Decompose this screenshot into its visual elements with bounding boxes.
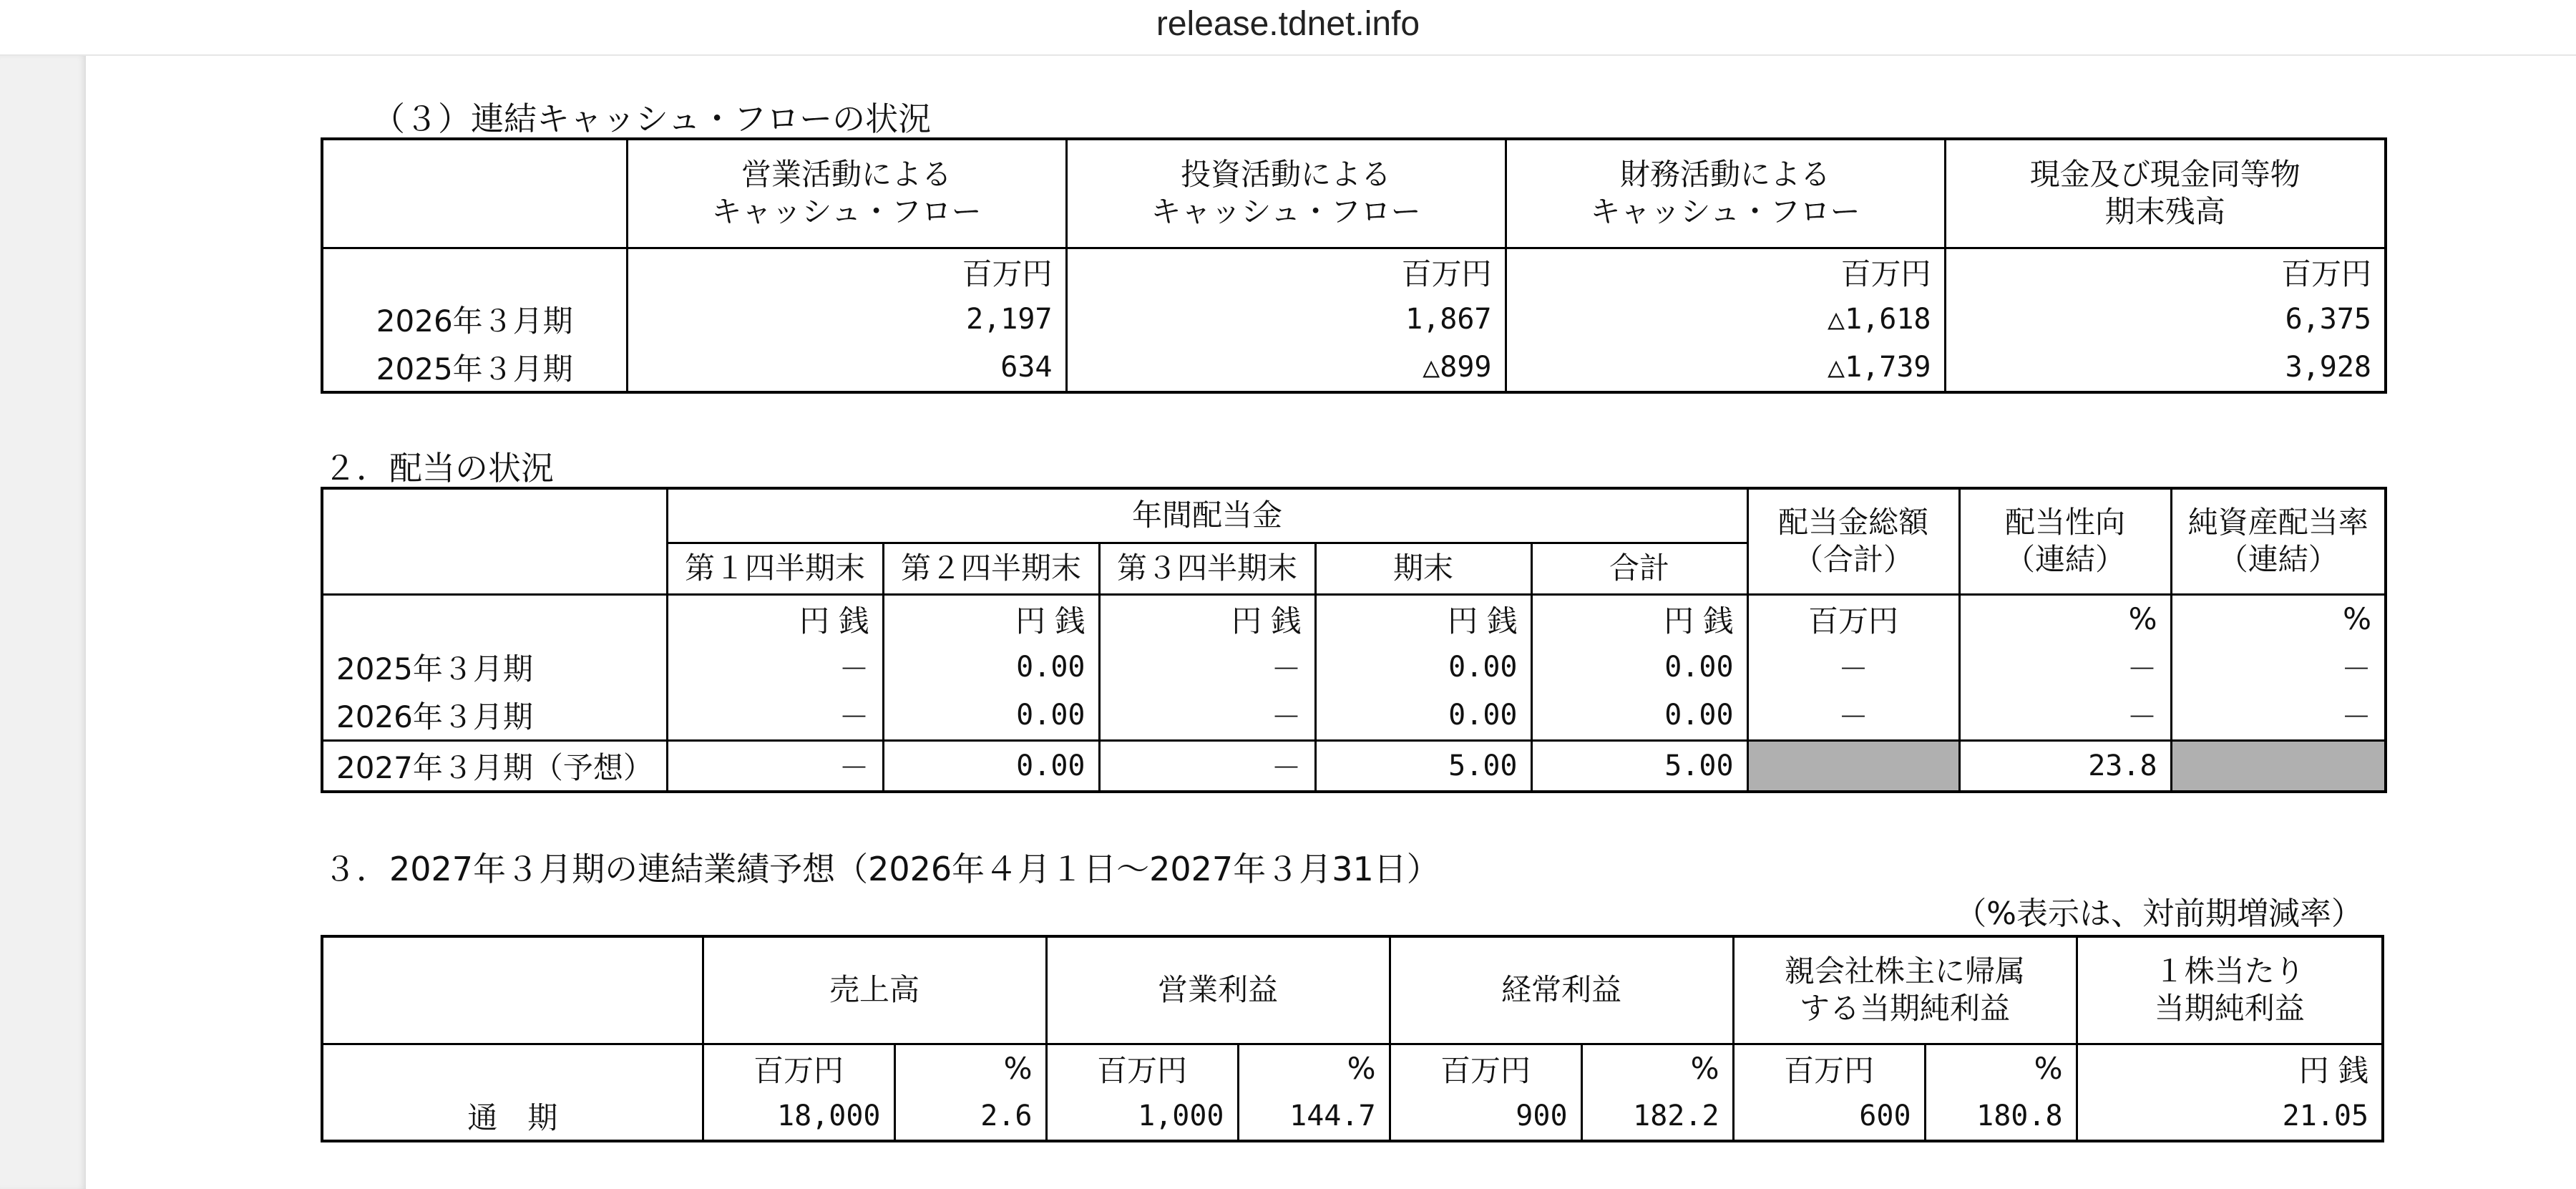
unit-cell: 百万円 (703, 1044, 894, 1092)
unit-cell: 円 銭 (1315, 594, 1531, 643)
cell-value: － (667, 643, 883, 691)
header-eps: １株当たり 当期純利益 (2077, 936, 2383, 1044)
doe-header: 純資産配当率 （連結） (2171, 488, 2386, 594)
annual-dividend-header: 年間配当金 (667, 488, 1747, 543)
cell-value: － (1747, 691, 1959, 740)
cell-value: － (667, 740, 883, 792)
cell-value: 23.8 (1959, 740, 2171, 792)
cell-value: － (1099, 691, 1315, 740)
row-period: 2026年３月期 (322, 691, 667, 740)
cell-value: △1,618 (1506, 295, 1945, 344)
dividend-total-header: 配当金総額 （合計） (1747, 488, 1959, 594)
cell-value: △899 (1066, 344, 1506, 392)
cell-value: 0.00 (1315, 691, 1531, 740)
header-operating-profit: 営業利益 (1046, 936, 1390, 1044)
q3-header: 第３四半期末 (1099, 543, 1315, 594)
dividend-table (321, 487, 2387, 793)
cashflow-unit: 百万円 (1506, 248, 1945, 295)
unit-cell: % (1959, 594, 2171, 643)
cell-value: 0.00 (1531, 691, 1747, 740)
shaded-cell (2171, 740, 2386, 792)
unit-cell: 百万円 (1747, 594, 1959, 643)
unit-cell: % (894, 1044, 1046, 1092)
cashflow-header-blank (322, 139, 627, 248)
row-label: 通 期 (322, 1092, 703, 1141)
cell-value: 21.05 (2077, 1092, 2383, 1141)
cashflow-unit: 百万円 (1945, 248, 2386, 295)
table-row (322, 740, 2386, 792)
cell-value: － (1099, 643, 1315, 691)
row-period: 2025年３月期 (322, 344, 627, 392)
dividend-title: ２．配当の状況 (323, 449, 554, 487)
cell-value: 0.00 (1531, 643, 1747, 691)
cell-value: － (667, 691, 883, 740)
row-period: 2025年３月期 (322, 643, 667, 691)
unit-cell: % (2171, 594, 2386, 643)
cell-value: 1,867 (1066, 295, 1506, 344)
cell-value: 3,928 (1945, 344, 2386, 392)
unit-cell: 円 銭 (883, 594, 1099, 643)
cell-value: － (2171, 643, 2386, 691)
cashflow-title: （３）連結キャッシュ・フローの状況 (372, 100, 932, 138)
forecast-header-blank (322, 936, 703, 1044)
table-row (322, 1092, 2383, 1141)
unit-cell: 円 銭 (2077, 1044, 2383, 1092)
unit-cell: 円 銭 (1531, 594, 1747, 643)
cell-value: 2,197 (627, 295, 1066, 344)
q2-header: 第２四半期末 (883, 543, 1099, 594)
cashflow-unit: 百万円 (1066, 248, 1506, 295)
year-end-header: 期末 (1315, 543, 1531, 594)
forecast-table (321, 935, 2384, 1142)
unit-cell: % (1925, 1044, 2077, 1092)
browser-address-bar[interactable] (0, 0, 2576, 56)
cell-value: 600 (1733, 1092, 1925, 1141)
cell-value: 5.00 (1315, 740, 1531, 792)
table-row (322, 643, 2386, 691)
table-row (322, 344, 2386, 392)
cashflow-header-investing: 投資活動による キャッシュ・フロー (1066, 139, 1506, 248)
shaded-cell (1747, 740, 1959, 792)
cell-value: － (2171, 691, 2386, 740)
cell-value: － (1959, 643, 2171, 691)
page-left-margin (0, 56, 86, 1189)
cashflow-header-cash-balance: 現金及び現金同等物 期末残高 (1945, 139, 2386, 248)
cashflow-header-financing: 財務活動による キャッシュ・フロー (1506, 139, 1945, 248)
table-row (322, 295, 2386, 344)
header-ordinary-profit: 経常利益 (1390, 936, 1733, 1044)
cell-value: － (1747, 643, 1959, 691)
table-row (322, 691, 2386, 740)
cell-value: 0.00 (883, 740, 1099, 792)
unit-cell: 百万円 (1733, 1044, 1925, 1092)
unit-cell: % (1581, 1044, 1733, 1092)
unit-cell: 円 銭 (667, 594, 883, 643)
row-period: 2027年３月期（予想） (322, 740, 667, 792)
cashflow-unit: 百万円 (627, 248, 1066, 295)
cell-value: 18,000 (703, 1092, 894, 1141)
payout-ratio-header: 配当性向 （連結） (1959, 488, 2171, 594)
unit-cell: % (1238, 1044, 1390, 1092)
cell-value: 634 (627, 344, 1066, 392)
cell-value: 5.00 (1531, 740, 1747, 792)
cell-value: 2.6 (894, 1092, 1046, 1141)
forecast-title: ３．2027年３月期の連結業績予想（2026年４月１日～2027年３月31日） (323, 850, 1440, 888)
cashflow-table (321, 137, 2387, 394)
row-period: 2026年３月期 (322, 295, 627, 344)
q1-header: 第１四半期末 (667, 543, 883, 594)
cell-value: 6,375 (1945, 295, 2386, 344)
cashflow-header-operating: 営業活動による キャッシュ・フロー (627, 139, 1066, 248)
cell-value: 180.8 (1925, 1092, 2077, 1141)
cell-value: 1,000 (1046, 1092, 1238, 1141)
forecast-note: （%表示は、対前期増減率） (1955, 896, 2363, 932)
cell-value: 144.7 (1238, 1092, 1390, 1141)
cell-value: 182.2 (1581, 1092, 1733, 1141)
header-net-sales: 売上高 (703, 936, 1046, 1044)
header-net-income: 親会社株主に帰属 する当期純利益 (1733, 936, 2077, 1044)
unit-cell: 円 銭 (1099, 594, 1315, 643)
cell-value: － (1099, 740, 1315, 792)
unit-cell: 百万円 (1390, 1044, 1581, 1092)
cell-value: △1,739 (1506, 344, 1945, 392)
cell-value: 900 (1390, 1092, 1581, 1141)
cell-value: 0.00 (883, 691, 1099, 740)
cell-value: － (1959, 691, 2171, 740)
url-text: release.tdnet.info (1156, 5, 1420, 43)
cell-value: 0.00 (1315, 643, 1531, 691)
unit-cell: 百万円 (1046, 1044, 1238, 1092)
dividend-header-blank (322, 488, 667, 594)
total-header: 合計 (1531, 543, 1747, 594)
cell-value: 0.00 (883, 643, 1099, 691)
